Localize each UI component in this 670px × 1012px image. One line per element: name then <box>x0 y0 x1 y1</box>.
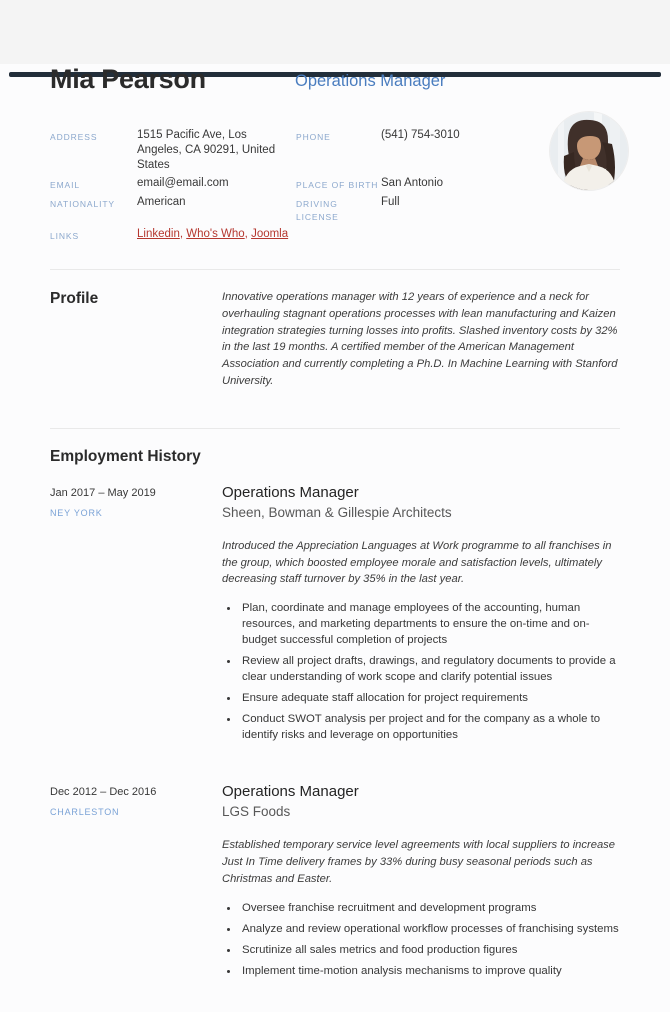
email-value: email@email.com <box>137 177 229 189</box>
job-bullet: • Ensure adequate staff allocation for project requirements <box>239 690 620 706</box>
phone-label: PHONE <box>296 132 331 142</box>
email-label: EMAIL <box>50 180 81 190</box>
job-details <box>222 483 620 748</box>
job-role-title: Operations Manager <box>222 783 359 801</box>
links-label: LINKS <box>50 231 80 241</box>
job-bullet: • Implement time-motion analysis mechanisms to improve quality <box>239 963 620 979</box>
profile-heading: Profile <box>50 290 99 307</box>
job-bullet: • Plan, coordinate and manage employees of the accounting, human resources, and marketing departments to ensure the on-time and on-budget successful completion of projects <box>239 600 620 648</box>
address-value: 1515 Pacific Ave, Los Angeles, CA 90291, United States <box>137 129 276 171</box>
profile-summary-text: Innovative operations manager with 12 years of experience and a neck for overhauling stagnant operations processes with lean manufacturing and Kaizen integration strategies turning losses into profits. Slashed inventory costs by 32% in the last 19 months. A certified member of the American Management Association and currently completing a Ph.D. In Machine Learning with Stanford University. <box>222 291 618 387</box>
resume-page <box>0 64 670 1012</box>
job-dates: Jan 2017 – May 2019 <box>50 486 156 499</box>
job-details <box>222 782 620 983</box>
job-role-title: Operations Manager <box>222 483 359 501</box>
job-location: CHARLESTON <box>50 807 120 818</box>
employment-history-section <box>50 428 620 984</box>
link-whos-who[interactable]: Who's Who <box>186 228 245 240</box>
job-dates: Dec 2012 – Dec 2016 <box>50 786 157 799</box>
job-summary: Introduced the Appreciation Languages at Work programme to all franchises in the group, which boosted employee morale and satisfaction levels, ultimately decreasing staff turnover by 35% in the last year. <box>222 539 612 586</box>
link-separator: , <box>179 228 187 240</box>
job-bullet-list <box>222 600 620 743</box>
place-of-birth-value: San Antonio <box>381 177 444 189</box>
job-bullet: • Conduct SWOT analysis per project and for the company as a whole to identify risks and leverage on opportunities <box>239 711 620 743</box>
portrait-illustration <box>550 112 628 190</box>
links-list <box>137 227 296 242</box>
job-bullet: • Review all project drafts, drawings, and regulatory documents to provide a clear understanding of work scope and clarify potential issues <box>239 653 620 685</box>
phone-value: (541) 754-3010 <box>381 129 460 141</box>
job-bullet: • Analyze and review operational workflow processes of franchising systems <box>239 921 620 937</box>
job-entry <box>50 483 620 748</box>
job-bullet: • Oversee franchise recruitment and development programs <box>239 900 620 916</box>
link-linkedin[interactable]: Linkedin <box>137 228 180 240</box>
contact-details-grid <box>50 128 620 243</box>
nationality-label: NATIONALITY <box>50 199 116 209</box>
job-meta <box>50 782 222 983</box>
job-summary: Established temporary service level agreements with local suppliers to increase Just In Time delivery frames by 33% during busy seasonal periods such as Christmas and Easter. <box>222 839 615 885</box>
address-label: ADDRESS <box>50 132 98 142</box>
candidate-job-title: Operations Manager <box>295 72 446 90</box>
job-bullet-list <box>222 900 620 979</box>
job-company: LGS Foods <box>222 804 291 820</box>
nationality-value: American <box>137 196 186 208</box>
job-location: NEY YORK <box>50 507 103 518</box>
job-entry <box>50 782 620 983</box>
profile-photo <box>550 112 628 190</box>
link-separator: , <box>244 228 252 240</box>
job-company: Sheen, Bowman & Gillespie Architects <box>222 504 452 520</box>
job-bullet: • Scrutinize all sales metrics and food production figures <box>239 942 620 958</box>
driving-license-value: Full <box>381 196 400 208</box>
driving-license-label: DRIVING LICENSE <box>296 199 339 222</box>
place-of-birth-label: PLACE OF BIRTH <box>296 180 379 190</box>
employment-history-heading: Employment History <box>50 447 201 465</box>
job-meta <box>50 483 222 748</box>
candidate-name: Mia Pearson <box>50 64 206 94</box>
link-joomla[interactable]: Joomla <box>251 228 289 240</box>
profile-section <box>50 269 620 390</box>
header <box>50 64 620 94</box>
